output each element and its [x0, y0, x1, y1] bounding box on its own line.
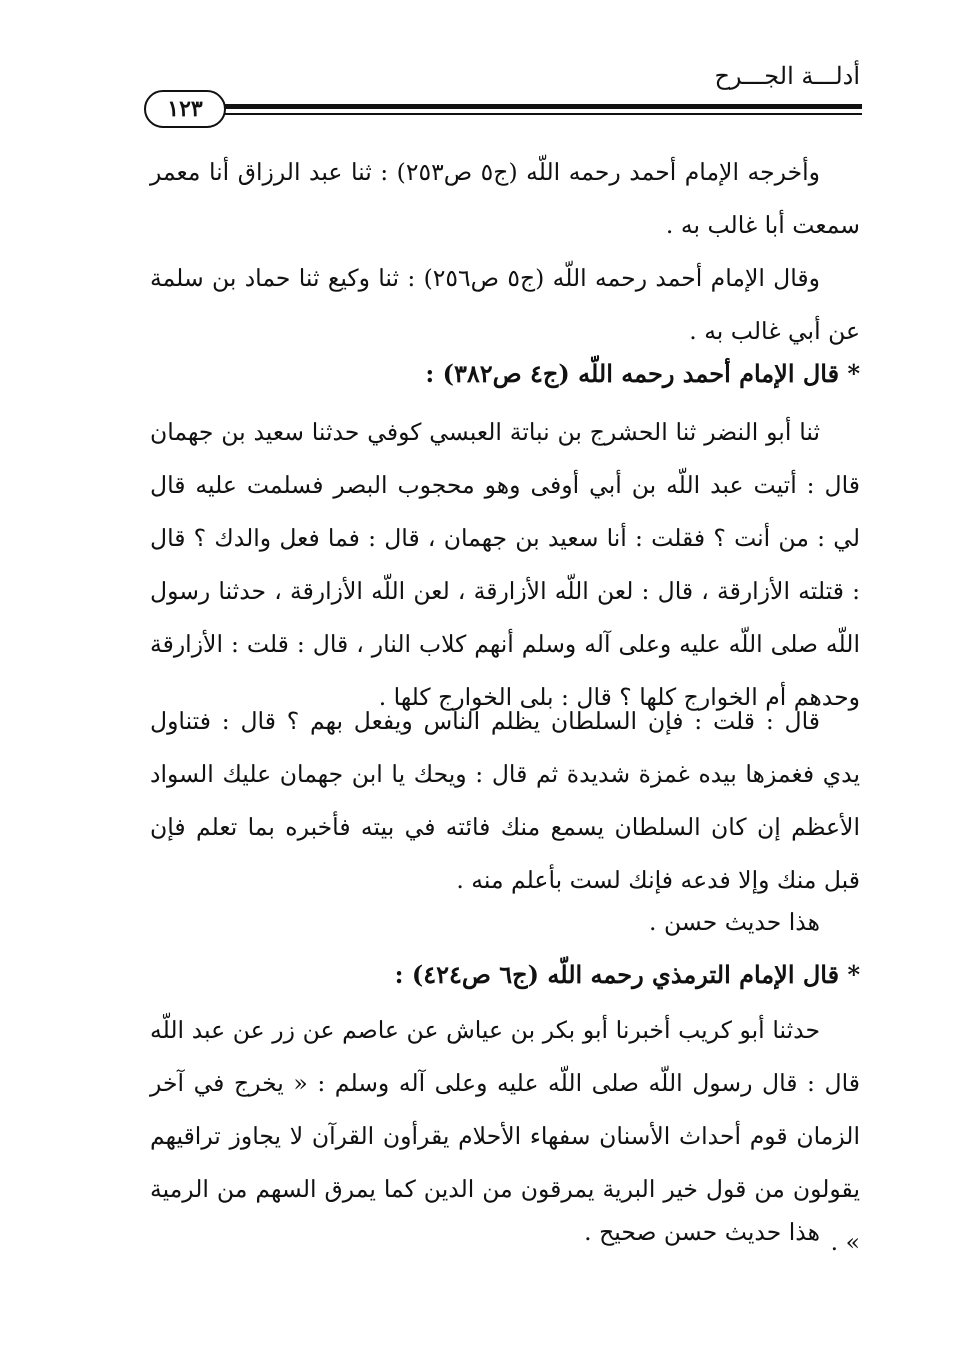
page-number-text: ١٢٣: [167, 96, 203, 122]
header-rule-thin: [210, 113, 862, 115]
paragraph-7: [150, 1206, 860, 1259]
star-marker: *: [847, 960, 860, 989]
section-heading-1: [150, 347, 860, 400]
paragraph-4: [150, 695, 860, 907]
paragraph-text: هذا حديث حسن صحيح .: [584, 1218, 820, 1246]
star-marker: *: [847, 359, 860, 388]
paragraph-text: حدثنا أبو كريب أخبرنا أبو بكر بن عياش عن عاصم عن زر عن عبد اللّه قال : قال رسول اللّه صلى اللّه عليه وعلى آله وسلم : « يخرج في آخر الزمان قوم أحداث الأسنان سفهاء الأحلام يقرأون القرآن لا يجاوز تراقيهم يقولون من قول خير البرية يمرقون من الدين كما يمرق السهم من الرمية » .: [150, 1016, 860, 1256]
paragraph-5: [150, 896, 860, 949]
running-title: أدلـــة الجـــرح: [714, 62, 860, 90]
heading-text: قال الإمام الترمذي رحمه اللّه (ج٦ ص٤٢٤) :: [394, 960, 840, 989]
section-heading-2: [150, 948, 860, 1001]
paragraph-3: [150, 406, 860, 724]
heading-text: قال الإمام أحمد رحمه اللّه (ج٤ ص٣٨٢) :: [425, 359, 840, 388]
paragraph-2: [150, 252, 860, 358]
paragraph-1: [150, 146, 860, 252]
paragraph-text: قال : قلت : فإن السلطان يظلم الناس ويفعل بهم ؟ قال : فتناول يدي فغمزها بيده غمزة شديدة ثم قال : ويحك يا ابن جهمان عليك السواد الأعظم إن كان السلطان يسمع منك فائته في بيته فأخبره بما تعلم فإن قبل منك وإلا فدعه فإنك لست بأعلم منه .: [150, 707, 860, 894]
paragraph-text: وأخرجه الإمام أحمد رحمه اللّه (ج٥ ص٢٥٣) : ثنا عبد الرزاق أنا معمر سمعت أبا غالب به .: [150, 158, 860, 239]
paragraph-text: ثنا أبو النضر ثنا الحشرج بن نباتة العبسي كوفي حدثنا سعيد بن جهمان قال : أتيت عبد اللّه بن أبي أوفى وهو محجوب البصر فسلمت عليه قال لي : من أنت ؟ فقلت : أنا سعيد بن جهمان ، قال : فما فعل والدك ؟ قال : قتلته الأزارقة ، قال : لعن اللّه الأزارقة ، لعن اللّه الأزارقة ، حدثنا رسول اللّه صلى اللّه عليه وعلى آله وسلم أنهم كلاب النار ، قال : قلت : الأزارقة وحدهم أم الخوارج كلها ؟ قال : بلى الخوارج كلها .: [150, 418, 860, 711]
page-number: [144, 90, 226, 128]
header-rule: [210, 104, 862, 109]
paragraph-text: وقال الإمام أحمد رحمه اللّه (ج٥ ص٢٥٦) : ثنا وكيع ثنا حماد بن سلمة عن أبي غالب به .: [150, 264, 860, 345]
paragraph-text: هذا حديث حسن .: [649, 908, 820, 936]
